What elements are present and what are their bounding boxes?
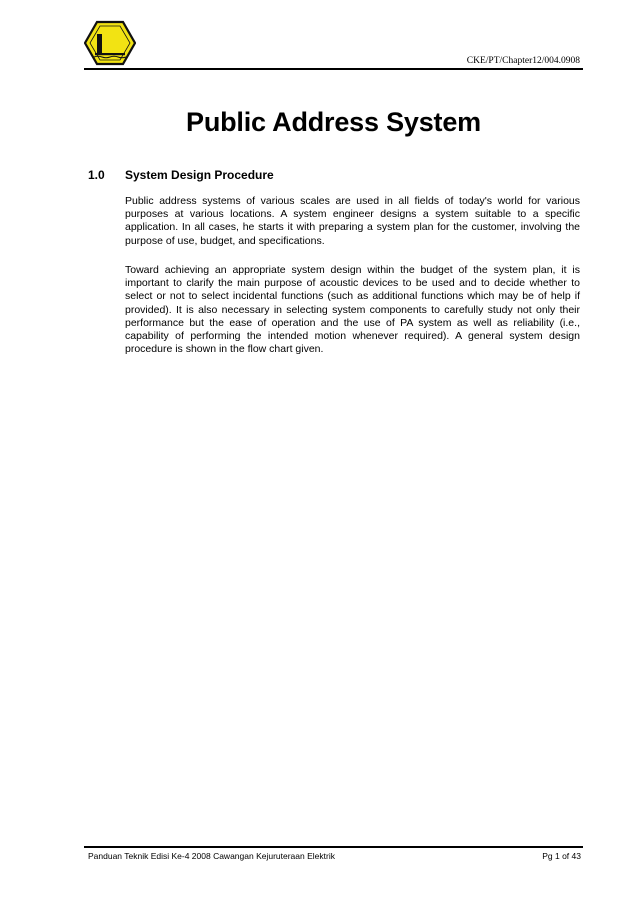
section-number: 1.0 [88, 168, 105, 182]
footer-rule [84, 846, 583, 848]
jkr-logo-emblem [84, 20, 136, 66]
body-paragraph: Toward achieving an appropriate system design within the budget of the system plan, it is important to clarify the main purpose of acoustic devices to be used and to decide whether to select or not to select incidental functions (such as additional functions which may be of help if provided). It is also necessary in selecting system components to carefully study not only their performance but the ease of operation and the use of PA system as well as reliability (i.e., capability of performing the intended motion whenever required). A general system design procedure is shown in the flow chart given. [125, 264, 580, 356]
page-number: Pg 1 of 43 [542, 851, 581, 861]
header-rule [84, 68, 583, 70]
footer-publication: Panduan Teknik Edisi Ke-4 2008 Cawangan Kejuruteraan Elektrik [88, 851, 335, 861]
document-reference: CKE/PT/Chapter12/004.0908 [466, 56, 580, 66]
body-paragraph: Public address systems of various scales are used in all fields of today's world for various purposes at various locations. A system engineer designs a system suitable to a specific application. In all cases, he starts it with preparing a system plan for the customer, involving the purpose of use, budget, and specifications. [125, 195, 580, 247]
page-title: Public Address System [186, 107, 481, 137]
section-heading: System Design Procedure [125, 168, 274, 182]
jkr-logo [84, 20, 136, 66]
